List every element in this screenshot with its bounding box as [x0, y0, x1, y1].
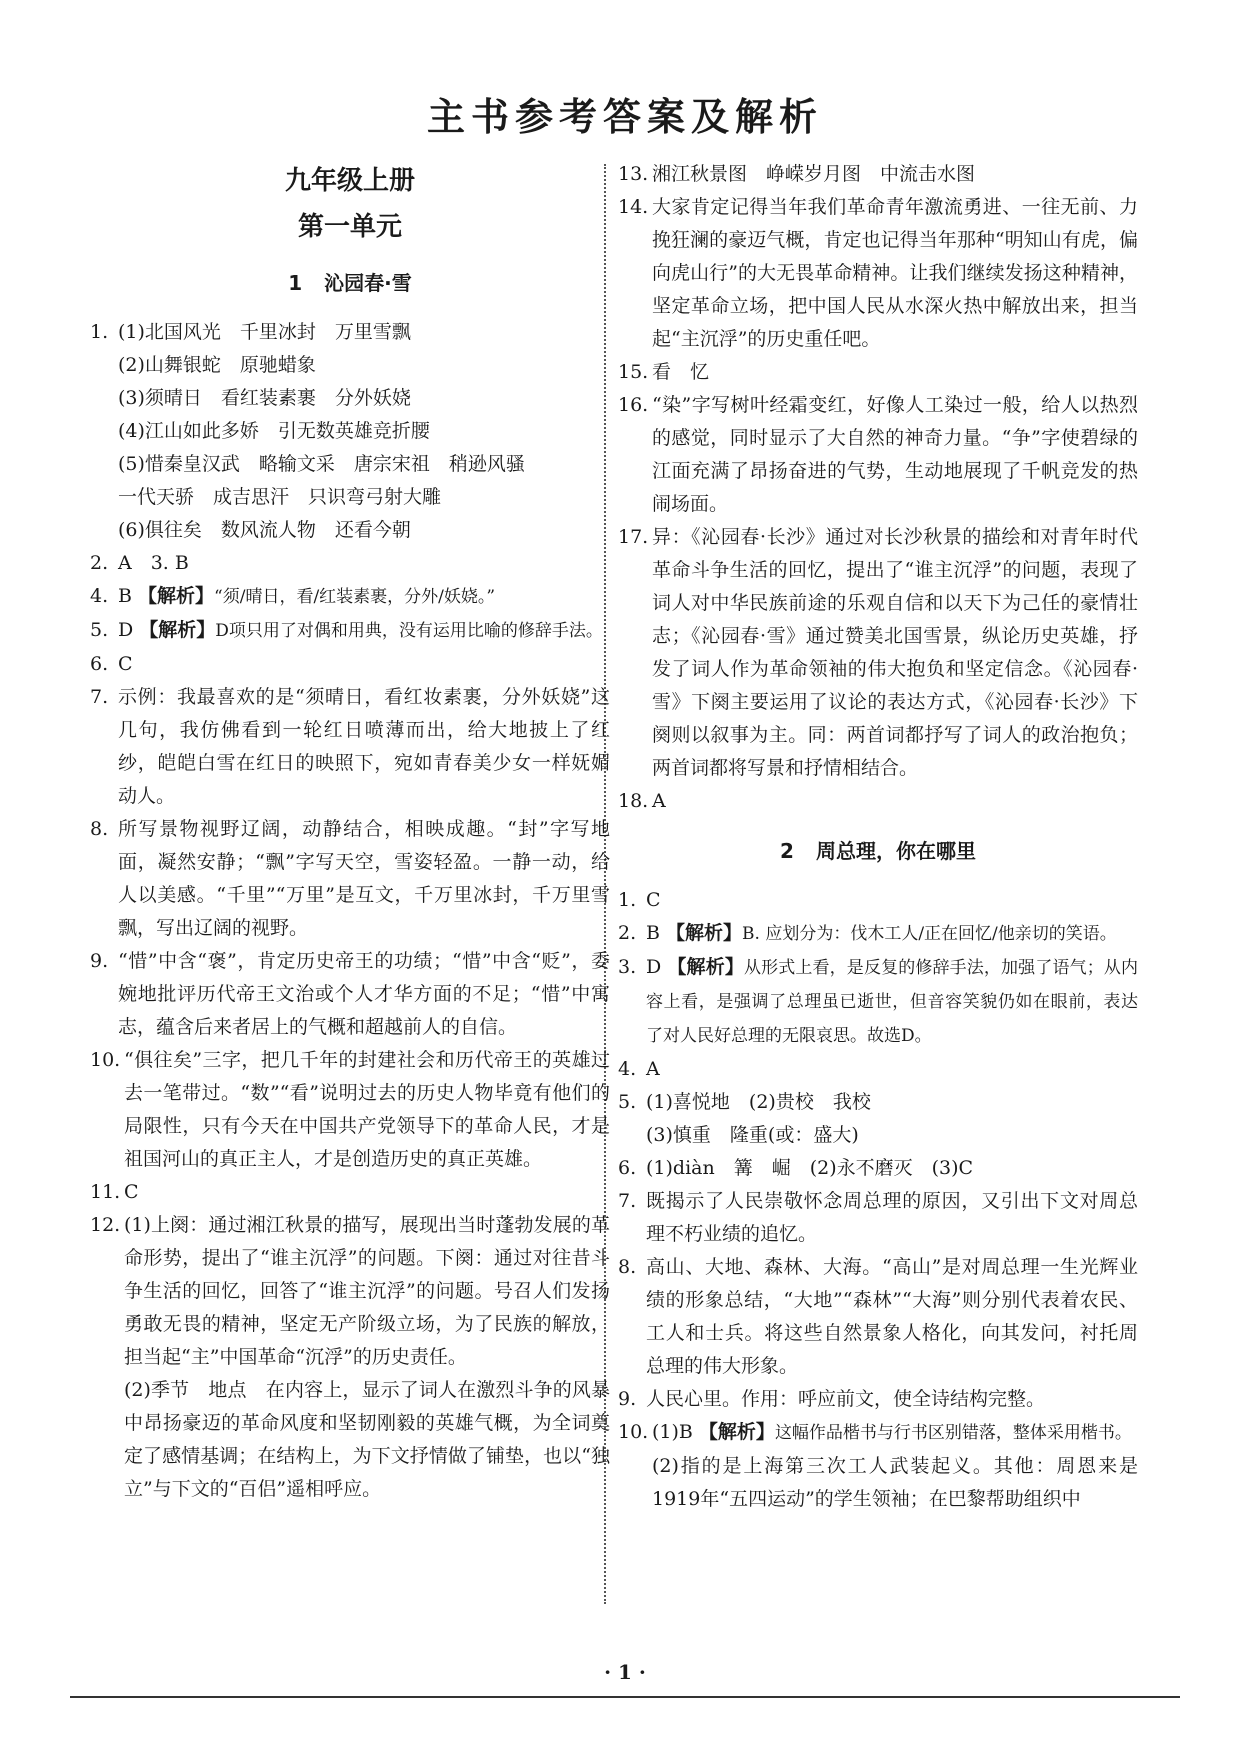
- item-number: 7.: [90, 686, 109, 708]
- answer-item: [618, 1383, 1138, 1416]
- item-number: 11.: [90, 1181, 121, 1203]
- answer-item: [90, 681, 610, 813]
- answer-item: [618, 1152, 1138, 1185]
- answer-text: 异：《沁园春·长沙》通过对长沙秋景的描绘和对青年时代革命斗争生活的回忆，提出了“谁主沉浮”的问题，表现了词人对中华民族前途的乐观自信和以天下为己任的豪情壮志；《沁园春·雪》通过赞美北国雪景，纵论历史英雄，抒发了词人作为革命领袖的伟大抱负和坚定信念。《沁园春·雪》下阕主要运用了议论的表达方式，《沁园春·长沙》下阕则以叙事为主。同：两首词都抒写了词人的政治抱负；两首词都将写景和抒情相结合。: [652, 526, 1138, 779]
- answer-item: [90, 648, 610, 681]
- answer-text: C: [118, 653, 133, 675]
- answer-text: 示例：我最喜欢的是“须晴日，看红妆素裹，分外妖娆”这几句，我仿佛看到一轮红日喷薄而出，给大地披上了红纱，皑皑白雪在红日的映照下，宛如青春美少女一样妩媚动人。: [118, 686, 610, 807]
- left-column: [90, 158, 610, 1506]
- answer-item: [618, 1450, 1138, 1516]
- answer-item: [90, 614, 610, 648]
- item-number: 1.: [618, 889, 637, 911]
- answer-text: “惜”中含“褒”，肯定历史帝王的功绩；“惜”中含“贬”，委婉地批评历代帝王文治或个人才华方面的不足；“惜”中寓志，蕴含后来者居上的气概和超越前人的自信。: [118, 950, 610, 1038]
- page-title: 主书参考答案及解析: [426, 95, 823, 139]
- item-number: 13.: [618, 163, 649, 185]
- item-number: 1.: [90, 321, 109, 343]
- answer-line: (6)俱往矣 数风流人物 还看今朝: [118, 519, 411, 541]
- explanation-tag: 【解析】: [666, 922, 743, 944]
- item-number: 3.: [618, 956, 637, 978]
- explanation-text: B. 应划分为：伐木工人/正在回忆/他亲切的笑语。: [742, 924, 1117, 944]
- footer-rule: [70, 1696, 1180, 1698]
- answer-line: 一代天骄 成吉思汗 只识弯弓射大雕: [118, 486, 442, 508]
- answer-text: “俱往矣”三字，把几千年的封建社会和历代帝王的英雄过去一笔带过。“数”“看”说明过去的历史人物毕竟有他们的局限性，只有今天在中国共产党领导下的革命人民，才是祖国河山的真正主人，才是创造历史的真正英雄。: [124, 1049, 610, 1170]
- right-column: [618, 158, 1138, 1516]
- item-number: 18.: [618, 790, 649, 812]
- item-number: 2.: [90, 552, 109, 574]
- answer-item: [90, 1209, 610, 1374]
- answer-item: [618, 1251, 1138, 1383]
- grade-heading: 九年级上册: [284, 166, 415, 196]
- lesson-title: 周总理，你在哪里: [815, 839, 976, 863]
- answer-item: [90, 945, 610, 1044]
- item-number: 4.: [618, 1058, 637, 1080]
- answer-item: [618, 191, 1138, 356]
- item-number: 15.: [618, 361, 649, 383]
- answer-text: “染”字写树叶经霜变红，好像人工染过一般，给人以热烈的感觉，同时显示了大自然的神奇力量。“争”字使碧绿的江面充满了昂扬奋进的气势，生动地展现了千帆竞发的热闹场面。: [652, 394, 1138, 515]
- answer-line: (3)慎重 隆重(或：盛大): [646, 1124, 859, 1146]
- item-number: 16.: [618, 394, 649, 416]
- explanation-tag: 【解析】: [667, 956, 744, 978]
- answer-text: 所写景物视野辽阔，动静结合，相映成趣。“封”字写地面，凝然安静；“飘”字写天空，雪姿轻盈。一静一动，给人以美感。“千里”“万里”是互文，千万里冰封，千万里雪飘，写出辽阔的视野。: [118, 818, 610, 939]
- explanation-text: 从形式上看，是反复的修辞手法，加强了语气；从内容上看，是强调了总理虽已逝世，但音容笑貌仍如在眼前，表达了对人民好总理的无限哀思。故选D。: [646, 958, 1139, 1046]
- answer-item: [618, 356, 1138, 389]
- answer-choice: (1)B: [652, 1421, 699, 1443]
- item-number: 10.: [90, 1049, 121, 1071]
- answer-item: [618, 158, 1138, 191]
- item-number: 5.: [90, 619, 109, 641]
- explanation-text: “须/晴日，看/红装素裹，分外/妖娆。”: [214, 587, 496, 607]
- item-number: 6.: [618, 1157, 637, 1179]
- item-number: 17.: [618, 526, 649, 548]
- item-number: 6.: [90, 653, 109, 675]
- lesson-title: 沁园春·雪: [324, 271, 412, 295]
- unit-heading: 第一单元: [297, 212, 402, 242]
- lesson-number: 1: [288, 271, 303, 295]
- item-number: 7.: [618, 1190, 637, 1212]
- explanation-text: D项只用了对偶和用典，没有运用比喻的修辞手法。: [215, 621, 603, 641]
- answer-choice: B: [118, 585, 139, 607]
- item-number: 14.: [618, 196, 649, 218]
- answer-text: 大家肯定记得当年我们革命青年激流勇进、一往无前、力挽狂澜的豪迈气概，肯定也记得当年那种“明知山有虎，偏向虎山行”的大无畏革命精神。让我们继续发扬这种精神，坚定革命立场，把中国人民从水深火热中解放出来，担当起“主沉浮”的历史重任吧。: [652, 196, 1138, 350]
- answer-text: C: [646, 889, 661, 911]
- answer-item: [90, 813, 610, 945]
- answer-text: 看 忆: [652, 361, 710, 383]
- answer-item: [90, 316, 610, 349]
- answer-text: A: [646, 1058, 660, 1080]
- explanation-tag: 【解析】: [139, 619, 216, 641]
- page-number: · 1 ·: [604, 1660, 646, 1684]
- answer-item: [618, 917, 1138, 951]
- lesson-heading: [618, 832, 1138, 870]
- answer-text: (2)指的是上海第三次工人武装起义。其他：周恩来是1919年“五四运动”的学生领袖；在巴黎帮助组织中: [652, 1455, 1138, 1510]
- item-number: 2.: [618, 922, 637, 944]
- answer-text: (1)上阕：通过湘江秋景的描写，展现出当时蓬勃发展的革命形势，提出了“谁主沉浮”的问题。下阕：通过对往昔斗争生活的回忆，回答了“谁主沉浮”的问题。号召人们发扬勇敢无畏的精神，坚定无产阶级立场，为了民族的解放，担当起“主”中国革命“沉浮”的历史责任。: [124, 1214, 610, 1368]
- answer-choice: D: [646, 956, 668, 978]
- item-number: 5.: [618, 1091, 637, 1113]
- answer-text: 人民心里。作用：呼应前文，使全诗结构完整。: [646, 1388, 1046, 1410]
- answer-text: C: [124, 1181, 139, 1203]
- answer-choice: D: [118, 619, 140, 641]
- answer-text: 高山、大地、森林、大海。“高山”是对周总理一生光辉业绩的形象总结，“大地”“森林”“大海”则分别代表着农民、工人和士兵。将这些自然景象人格化，向其发问，衬托周总理的伟大形象。: [646, 1256, 1138, 1377]
- answer-text: A: [652, 790, 666, 812]
- answer-item: [618, 884, 1138, 917]
- answer-item: [618, 1053, 1138, 1086]
- answer-item: [90, 1044, 610, 1176]
- answer-text: 既揭示了人民崇敬怀念周总理的原因，又引出下文对周总理不朽业绩的追忆。: [646, 1190, 1138, 1245]
- answer-item: [618, 1185, 1138, 1251]
- item-number: 9.: [90, 950, 109, 972]
- item-number: 10.: [618, 1421, 649, 1443]
- answer-choice: B: [646, 922, 667, 944]
- explanation-tag: 【解析】: [138, 585, 215, 607]
- answer-item: [618, 1086, 1138, 1119]
- answer-line: (1)北国风光 千里冰封 万里雪飘: [118, 321, 411, 343]
- answer-line: (2)山舞银蛇 原驰蜡象: [118, 354, 316, 376]
- item-number: 8.: [618, 1256, 637, 1278]
- lesson-number: 2: [780, 839, 794, 863]
- item-number: 8.: [90, 818, 109, 840]
- answer-line: (5)惜秦皇汉武 略输文采 唐宗宋祖 稍逊风骚: [118, 453, 525, 475]
- answer-text: A 3. B: [118, 552, 189, 574]
- item-number: 4.: [90, 585, 109, 607]
- answer-item: [618, 951, 1138, 1053]
- answer-item: [618, 389, 1138, 521]
- answer-item: [90, 547, 610, 580]
- answer-line: (4)江山如此多娇 引无数英雄竞折腰: [118, 420, 430, 442]
- answer-text: 湘江秋景图 峥嵘岁月图 中流击水图: [652, 163, 976, 185]
- answer-text: (1)喜悦地 (2)贵校 我校: [646, 1091, 871, 1113]
- explanation-tag: 【解析】: [698, 1421, 775, 1443]
- answer-item: [618, 785, 1138, 818]
- answer-item: [618, 1416, 1138, 1450]
- answer-line: (3)须晴日 看红装素裹 分外妖娆: [118, 387, 411, 409]
- answer-text: (2)季节 地点 在内容上，显示了词人在激烈斗争的风暴中昂扬豪迈的革命风度和坚韧刚毅的英雄气概，为全词奠定了感情基调；在结构上，为下文抒情做了铺垫，也以“独立”与下文的“百侣”遥相呼应。: [124, 1379, 610, 1500]
- item-number: 9.: [618, 1388, 637, 1410]
- answer-item: [90, 1176, 610, 1209]
- answer-item: [618, 521, 1138, 785]
- answer-item: [90, 580, 610, 614]
- explanation-text: 这幅作品楷书与行书区别错落，整体采用楷书。: [774, 1423, 1132, 1443]
- answer-text: (1)diàn 篝 崛 (2)永不磨灭 (3)C: [646, 1157, 974, 1179]
- answer-item: [90, 1374, 610, 1506]
- item-number: 12.: [90, 1214, 121, 1236]
- lesson-heading: [90, 264, 610, 302]
